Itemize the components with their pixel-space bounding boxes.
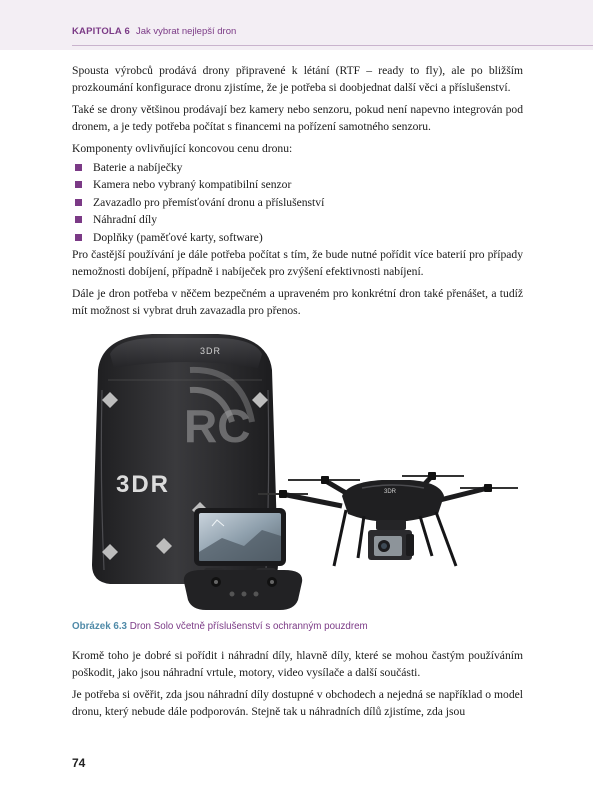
paragraph: Je potřeba si ověřit, zda jsou náhradní díly dostupné v obchodech a nejedná se například o model dronu, který nebude dále podporován. Stejně tak u náhradních dílů zjistíme, zda jsou [72,688,523,718]
paragraph: Dále je dron potřeba v něčem bezpečném a upraveném pro konkrétní dron také přenášet, a tudíž mít možnost si vybrat druh zavazadla pro přenos. [72,287,523,317]
list-item: Baterie a nabíječky [72,160,523,177]
paragraph: Komponenty ovlivňující koncovou cenu dronu: [72,142,293,156]
paragraph: Kromě toho je dobré si pořídit i náhradní díly, hlavně díly, které se mohou častým používáním poškodit, jako jsou náhradní vrtule, motory, video vysílače a další součásti. [72,649,523,679]
component-list [72,160,523,247]
controller [184,508,302,610]
body-text-top [72,63,523,325]
bullet-square-icon [75,216,82,223]
bullet-square-icon [75,164,82,171]
paragraph: Spousta výrobců prodává drony připravené k létání (RTF – ready to fly), ale po bližším prozkoumání konfigurace dronu zjistíme, že je potřeba si doobjednat další věci a příslušenství. [72,64,523,94]
body-text-bottom [72,648,523,726]
backpack-logo: 3DR [116,471,171,498]
figure-drone-solo [72,330,523,615]
header-rule [72,45,593,46]
list-item: Doplňky (paměťové karty, software) [72,230,523,247]
paragraph: Pro častější používání je dále potřeba počítat s tím, že bude nutné pořídit více baterií pro případy nemožnosti dobíjení, případně i nabíječek pro zvýšení efektivnosti nabíjení. [72,247,523,278]
drone [258,472,518,566]
caption-text: Dron Solo včetně příslušenství s ochranným pouzdrem [129,621,368,632]
bullet-square-icon [75,234,82,241]
page-number: 74 [72,756,86,770]
running-header [0,0,593,50]
drone-backpack-photo [72,330,523,615]
running-header-text [72,26,236,37]
bullet-square-icon [75,181,82,188]
caption-label: Obrázek 6.3 [72,621,128,632]
list-item: Náhradní díly [72,212,523,229]
figure-caption [72,621,368,632]
drone-logo: 3DR [384,489,397,495]
list-item: Zavazadlo pro přemísťování dronu a příslušenství [72,195,523,212]
backpack-top-logo: 3DR [200,346,222,356]
watermark-text: RC [184,400,251,452]
paragraph: Také se drony většinou prodávají bez kamery nebo senzoru, pokud není napevno integrován pod dronem, a je tedy potřeba počítat s financemi na pořízení samotného senzoru. [72,103,523,133]
list-item: Kamera nebo vybraný kompatibilní senzor [72,177,523,194]
chapter-title: Jak vybrat nejlepší dron [135,26,237,37]
chapter-label: KAPITOLA 6 [72,26,130,37]
bullet-square-icon [75,199,82,206]
